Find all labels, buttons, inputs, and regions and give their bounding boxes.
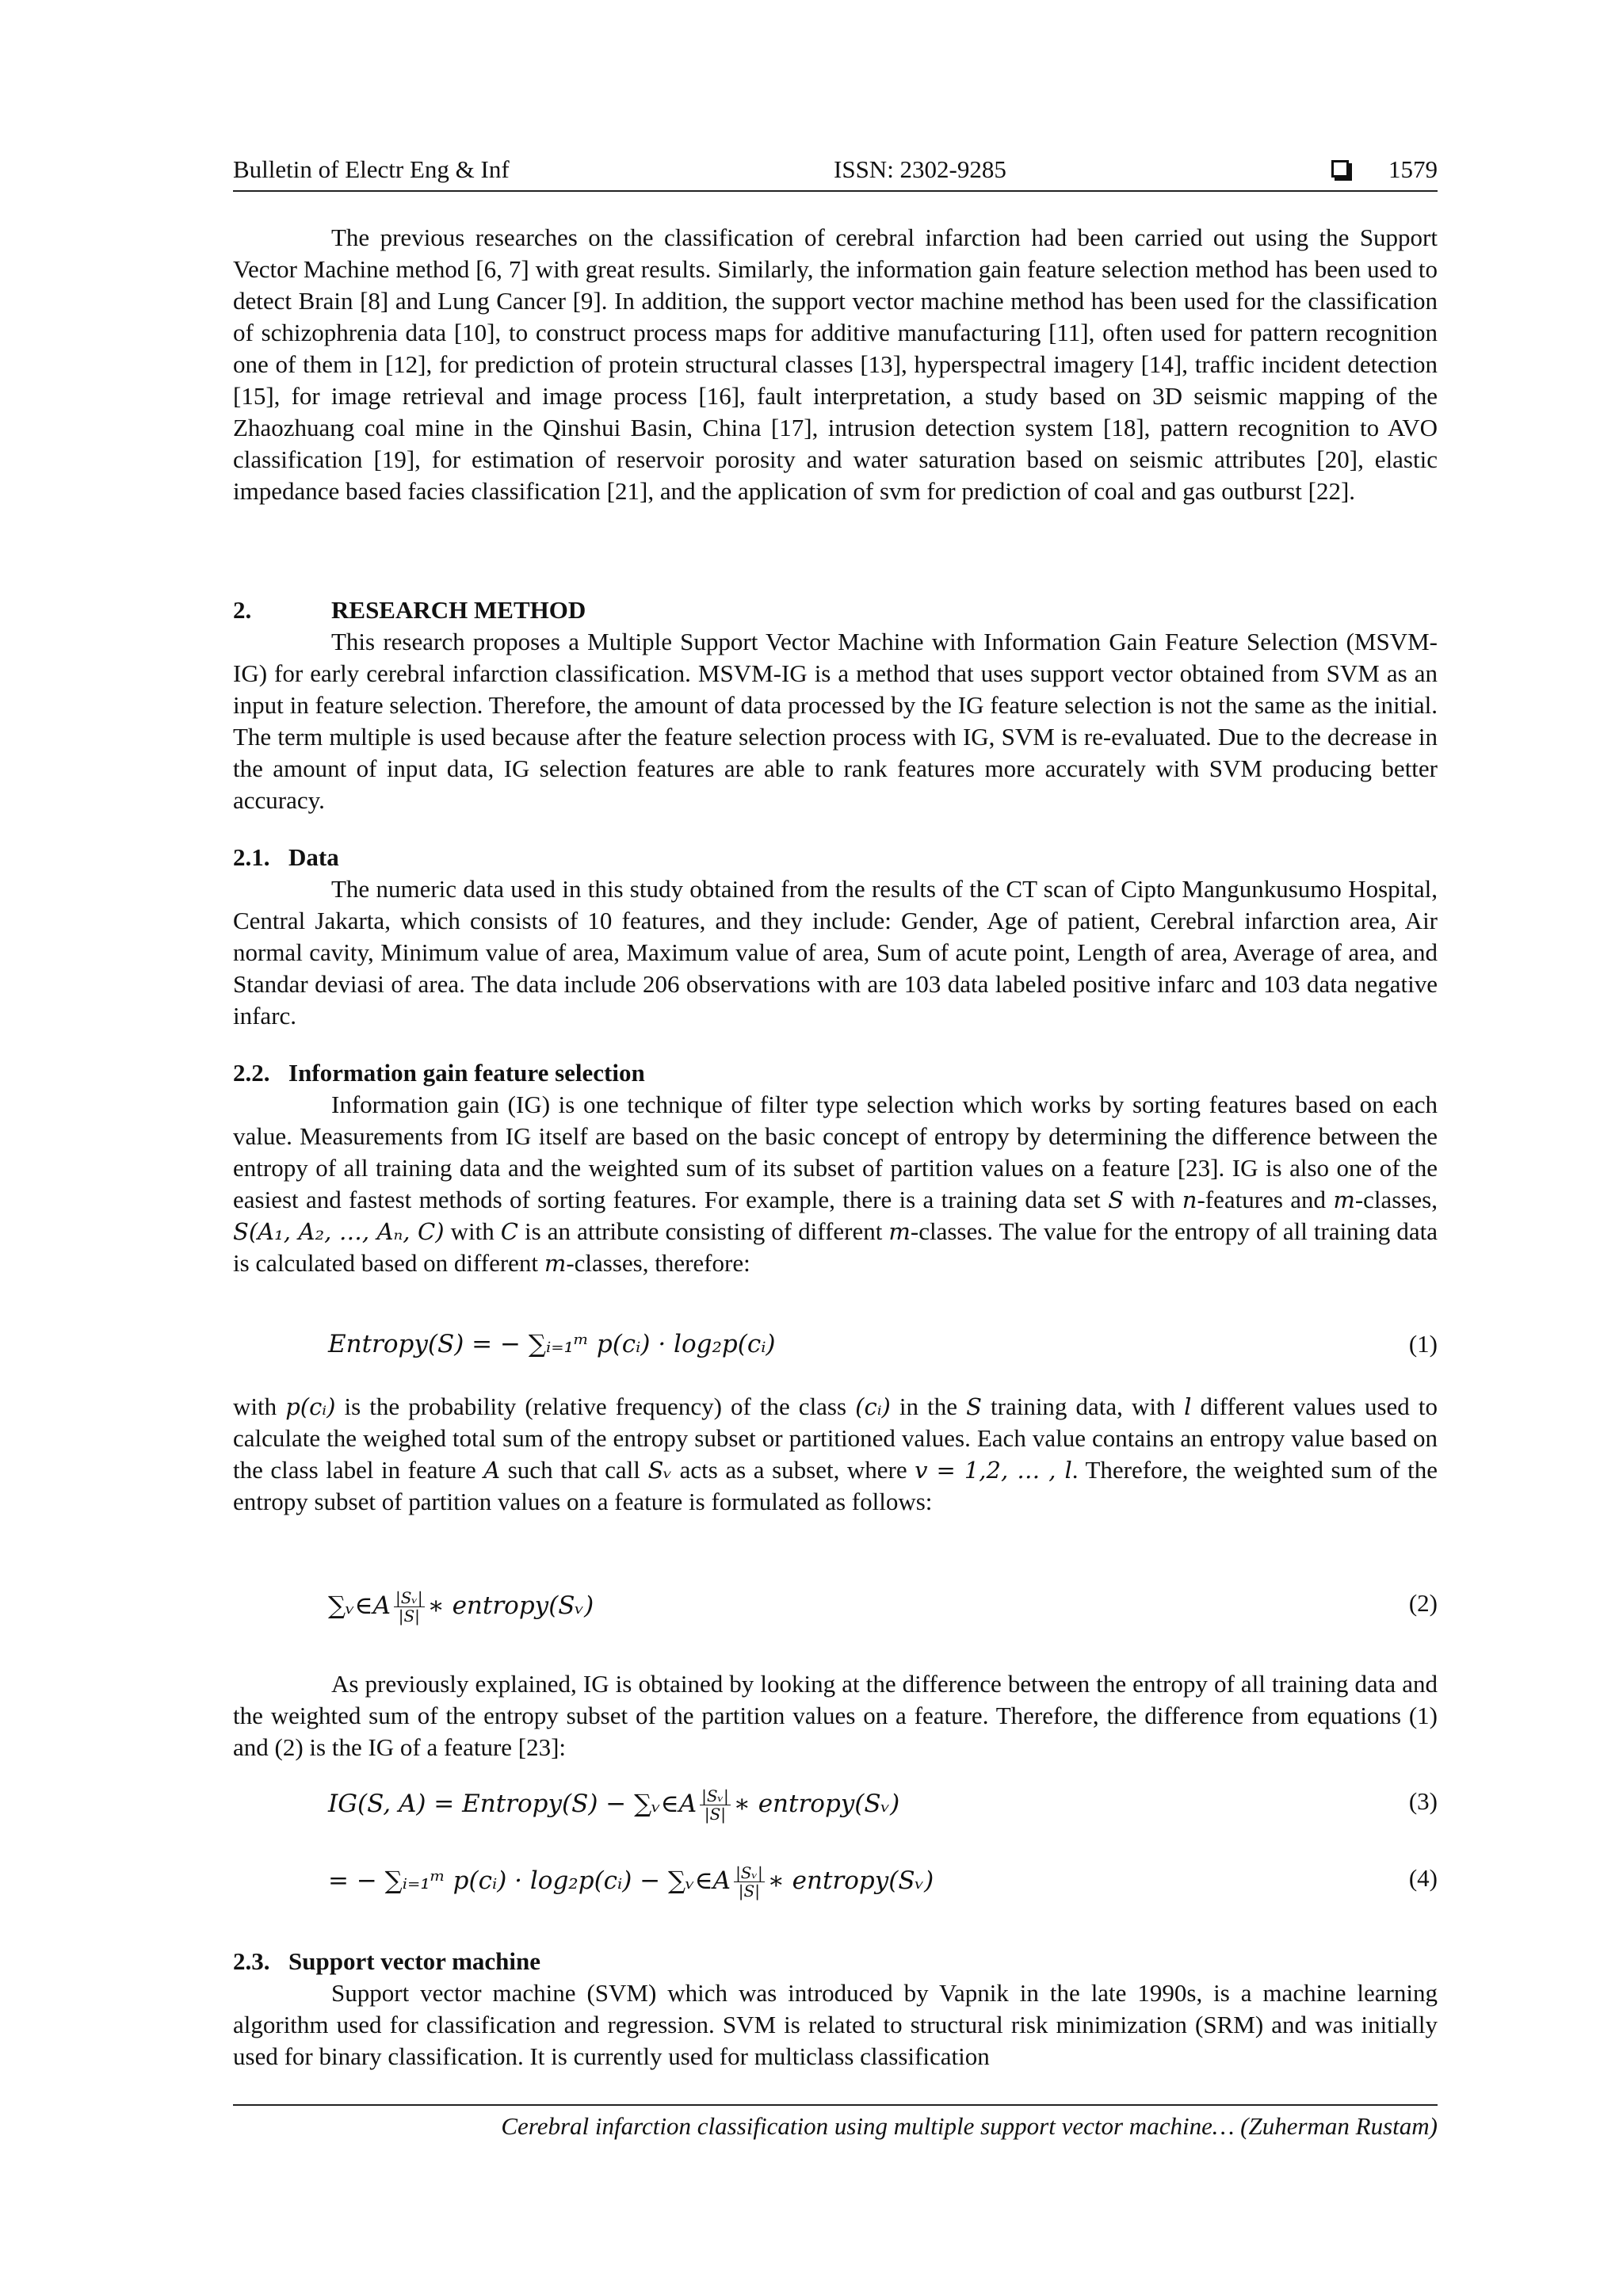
fraction [394, 1589, 425, 1625]
text-run: in the [890, 1392, 967, 1420]
text-run: is the probability (relative frequency) of the class [335, 1392, 856, 1420]
journal-name: Bulletin of Electr Eng & Inf [233, 155, 510, 183]
sum-symbol: ∑ᵥ∈A [328, 1591, 391, 1620]
checkbox-square-icon [1331, 160, 1349, 178]
math-symbol: m [544, 1250, 567, 1277]
equation-expression [328, 1589, 594, 1625]
information-gain-paragraph-3-block [233, 1668, 1438, 1763]
fraction-denominator: |S| [738, 1881, 760, 1901]
math-symbol: l [1184, 1393, 1192, 1420]
math-symbol: A [483, 1457, 501, 1484]
math-symbol: S(A₁, A₂, …, Aₙ, C) [233, 1218, 445, 1245]
math-symbol: (cᵢ) [855, 1393, 891, 1420]
running-header [233, 152, 1438, 192]
issn: ISSN: 2302-9285 [834, 155, 1006, 183]
section-research-method [233, 594, 1438, 816]
section-information-gain [233, 1057, 1438, 1279]
text-run: with [444, 1217, 501, 1245]
section-heading [233, 594, 1438, 626]
math-symbol: Sᵥ [647, 1457, 673, 1484]
text-run: -classes, [1354, 1186, 1438, 1213]
footer-text: Cerebral infarction classification using multiple support vector machine… (Zuherman Rustam) [501, 2112, 1438, 2140]
running-footer [233, 2104, 1438, 2141]
fraction-numerator: |Sᵥ| [395, 1588, 423, 1607]
equation-1 [233, 1330, 1438, 1368]
subsection-title: Support vector machine [288, 1947, 541, 1975]
information-gain-paragraph-3: As previously explained, IG is obtained by looking at the difference between the entropy of all training data and the weighted sum of the entropy subset of the partition values on a feature. Therefore, the difference from equations (1) and (2) is the IG of a feature [23]: [233, 1670, 1438, 1761]
text-run: Information gain (IG) is one technique of filter type selection which works by sorting features based on each value. Measurements from IG itself are based on the basic concept of entropy by determining the difference between the entropy of all training data and the weighted sum of its subset of partition values on a feature [23]. IG is also one of the easiest and fastest methods of sorting features. For example, there is a training data set [233, 1091, 1438, 1213]
subsection-number: 2.1. [233, 843, 270, 871]
text-run: training data, with [981, 1392, 1185, 1420]
text-run: -classes. The value for the entropy of all training data is calculated based on different [233, 1217, 1438, 1277]
text-run: . Therefore, the weighted sum of the entropy subset of partition values on a feature is formulated as follows: [233, 1456, 1438, 1515]
information-gain-paragraph [233, 1089, 1438, 1279]
intro-section [233, 222, 1438, 507]
equation-term: ∗ entropy(Sᵥ) [767, 1866, 934, 1895]
fraction [734, 1864, 765, 1900]
page-number: 1579 [1388, 155, 1438, 183]
math-symbol: m [1333, 1186, 1355, 1213]
equation-expression: Entropy(S) = − ∑ᵢ₌₁ᵐ p(cᵢ) · log₂p(cᵢ) [328, 1330, 776, 1358]
subsection-title: Information gain feature selection [288, 1059, 645, 1087]
math-symbol: S [966, 1393, 982, 1420]
subsection-number: 2.3. [233, 1947, 270, 1975]
equation-number: (1) [1408, 1330, 1438, 1358]
text-run: with [1124, 1186, 1182, 1213]
equation-expression [328, 1787, 899, 1823]
svm-paragraph: Support vector machine (SVM) which was introduced by Vapnik in the late 1990s, is a machine learning algorithm used for classification and regression. SVM is related to structural risk minimization (SRM) and was initially used for binary classification. It is currently used for multiclass classification [233, 1979, 1438, 2070]
equation-term: = − ∑ᵢ₌₁ᵐ p(cᵢ) · log₂p(cᵢ) − ∑ᵥ∈A [328, 1866, 731, 1895]
equation-term: ∗ entropy(Sᵥ) [427, 1591, 594, 1620]
math-symbol: C [500, 1218, 518, 1245]
fraction [700, 1787, 731, 1823]
equation-4 [233, 1864, 1438, 1902]
subsection-heading [233, 1946, 1438, 1977]
subsection-heading [233, 842, 1438, 873]
text-run: such that call [500, 1456, 648, 1484]
fraction-numerator: |Sᵥ| [701, 1786, 729, 1805]
equation-number: (4) [1408, 1864, 1438, 1892]
intro-paragraph: The previous researches on the classification of cerebral infarction had been carried out using the Support Vector Machine method [6, 7] with great results. Similarly, the information gain feature selection method has been used to detect Brain [8] and Lung Cancer [9]. In addition, the support vector machine method has been used for the classification of schizophrenia data [10], to construct process maps for additive manufacturing [11], often used for pattern recognition one of them in [12], for prediction of protein structural classes [13], hyperspectral imagery [14], traffic incident detection [15], for image retrieval and image process [16], fault interpretation, a study based on 3D seismic mapping of the Zhaozhuang coal mine in the Qinshui Basin, China [17], intrusion detection system [18], pattern recognition to AVO classification [19], for estimation of reservoir porosity and water saturation based on seismic attributes [20], elastic impedance based facies classification [21], and the application of svm for prediction of coal and gas outburst [22]. [233, 223, 1438, 505]
math-symbol: p(cᵢ) [285, 1393, 336, 1420]
research-method-paragraph: This research proposes a Multiple Support Vector Machine with Information Gain Feature Selection (MSVM-IG) for early cerebral infarction classification. MSVM-IG is a method that uses support vector obtained from SVM as an input in feature selection. Therefore, the amount of data processed by the IG feature selection is not the same as the initial. The term multiple is used because after the feature selection process with IG, SVM is re-evaluated. Due to the decrease in the amount of input data, IG selection features are able to rank features more accurately with SVM producing better accuracy. [233, 628, 1438, 814]
information-gain-paragraph-2-block [233, 1391, 1438, 1518]
text-run: -features and [1197, 1186, 1334, 1213]
equation-term: IG(S, A) = Entropy(S) − ∑ᵥ∈A [328, 1790, 697, 1818]
information-gain-paragraph-2 [233, 1391, 1438, 1518]
fraction-denominator: |S| [398, 1606, 420, 1626]
data-paragraph: The numeric data used in this study obtained from the results of the CT scan of Cipto Mangunkusumo Hospital, Central Jakarta, which consists of 10 features, and they include: Gender, Age of patient, Cerebral infarction area, Air normal cavity, Minimum value of area, Maximum value of area, Sum of acute point, Length of area, Average of area, and Standar deviasi of area. The data include 206 observations with are 103 data labeled positive infarc and 103 data negative infarc. [233, 875, 1438, 1030]
section-svm [233, 1946, 1438, 2073]
fraction-denominator: |S| [704, 1805, 727, 1824]
subsection-number: 2.2. [233, 1059, 270, 1087]
section-number: 2. [233, 596, 252, 624]
equation-term: ∗ entropy(Sᵥ) [733, 1790, 900, 1818]
subsection-heading [233, 1057, 1438, 1089]
math-symbol: S [1108, 1186, 1125, 1213]
math-symbol: n [1182, 1186, 1197, 1213]
equation-number: (3) [1408, 1787, 1438, 1815]
subsection-title: Data [288, 843, 339, 871]
math-symbol: m [888, 1218, 911, 1245]
text-run: is an attribute consisting of different [517, 1217, 889, 1245]
section-data [233, 842, 1438, 1032]
section-title: RESEARCH METHOD [331, 596, 586, 624]
equation-number: (2) [1408, 1589, 1438, 1617]
text-run: with [233, 1392, 286, 1420]
text-run: -classes, therefore: [566, 1249, 750, 1277]
equation-expression [328, 1864, 934, 1900]
equation-3 [233, 1787, 1438, 1825]
fraction-numerator: |Sᵥ| [735, 1863, 763, 1882]
math-symbol: v = 1,2, … , l [915, 1457, 1072, 1484]
text-run: different values used to calculate the weighed total sum of the entropy subset or partitioned values. Each value contains an entropy value based on the class label in feature [233, 1392, 1438, 1484]
text-run: acts as a subset, where [672, 1456, 915, 1484]
equation-2 [233, 1589, 1438, 1627]
